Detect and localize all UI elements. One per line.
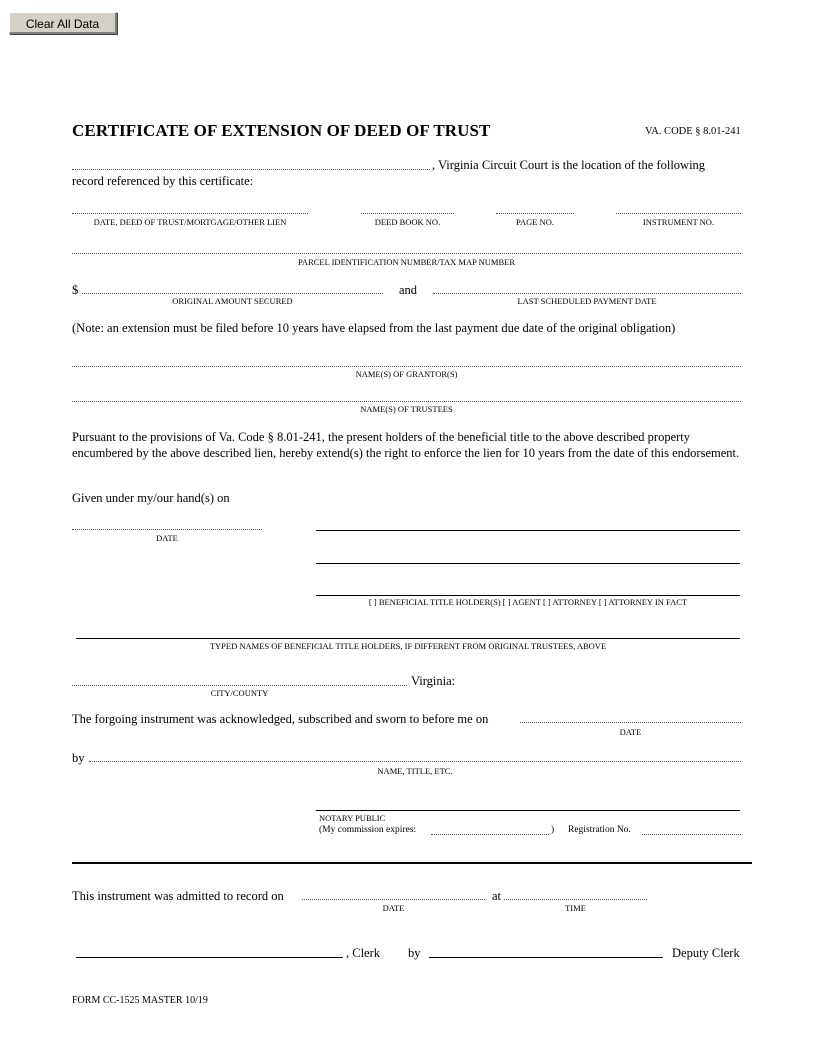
notary-public-label: NOTARY PUBLIC [319, 813, 386, 823]
registration-field[interactable] [642, 834, 741, 835]
typed-names-field[interactable] [76, 638, 740, 639]
given-text: Given under my/our hand(s) on [72, 491, 230, 505]
deputy-clerk-text: Deputy Clerk [672, 946, 740, 960]
record-date-field[interactable] [302, 899, 485, 900]
va-code-reference: VA. CODE § 8.01-241 [645, 126, 741, 137]
clerk-text: , Clerk [346, 946, 381, 960]
deed-date-field[interactable] [72, 213, 308, 214]
by-text: by [72, 751, 85, 765]
deed-book-field[interactable] [361, 213, 454, 214]
commission-close: ) [551, 825, 555, 835]
city-county-field[interactable] [72, 685, 407, 686]
notary-signature-line[interactable] [316, 810, 740, 811]
acknowledged-date-field[interactable] [520, 722, 741, 723]
pursuant-paragraph: Pursuant to the provisions of Va. Code § 8.01-241, the present holders of the beneficial title to the above described property encumbered by the above described lien, hereby extend(s) the right to enforce the lien for 10 years from the date of this endorsement. [72, 430, 740, 460]
signature-line-2[interactable] [316, 563, 740, 564]
forgoing-text: The forgoing instrument was acknowledged, subscribed and sworn to before me on [72, 712, 489, 726]
admitted-text: This instrument was admitted to record on [72, 889, 284, 903]
city-county-label: CITY/COUNTY [210, 688, 269, 698]
given-date-label: DATE [156, 533, 178, 543]
trustees-field[interactable] [72, 401, 741, 402]
grantor-field[interactable] [72, 366, 741, 367]
capacity-checkboxes[interactable]: [ ] BENEFICIAL TITLE HOLDER(S) [ ] AGENT [ ] ATTORNEY [ ] ATTORNEY IN FACT [368, 597, 688, 607]
note-text: (Note: an extension must be filed before 10 years have elapsed from the last payment due date of the original obligation) [72, 321, 676, 335]
and-text: and [399, 283, 418, 297]
at-text: at [492, 889, 502, 903]
virginia-text: Virginia: [411, 674, 456, 688]
acknowledged-date-label: DATE [619, 727, 642, 737]
amount-field[interactable] [82, 293, 383, 294]
trustees-label: NAME(S) OF TRUSTEES [360, 404, 453, 414]
instrument-no-label: INSTRUMENT NO. [642, 217, 715, 227]
deputy-signature-line[interactable] [429, 957, 663, 958]
parcel-label: PARCEL IDENTIFICATION NUMBER/TAX MAP NUMBER [297, 257, 516, 267]
page-no-label: PAGE NO. [516, 217, 554, 227]
grantor-label: NAME(S) OF GRANTOR(S) [355, 369, 458, 379]
page-no-field[interactable] [496, 213, 574, 214]
name-title-field[interactable] [89, 761, 741, 762]
amount-label: ORIGINAL AMOUNT SECURED [172, 296, 293, 306]
deed-book-label: DEED BOOK NO. [374, 217, 441, 227]
name-title-label: NAME, TITLE, ETC. [377, 766, 453, 776]
registration-label: Registration No. [568, 825, 631, 835]
instrument-no-field[interactable] [616, 213, 741, 214]
commission-field[interactable] [431, 834, 549, 835]
signature-line-3[interactable] [316, 595, 740, 596]
clerk-signature-line[interactable] [76, 957, 343, 958]
signature-line-1[interactable] [316, 530, 740, 531]
parcel-field[interactable] [72, 253, 741, 254]
record-date-label: DATE [382, 903, 405, 913]
typed-names-label: TYPED NAMES OF BENEFICIAL TITLE HOLDERS, IF DIFFERENT FROM ORIGINAL TRUSTEES, ABOVE [209, 641, 607, 651]
clear-all-data-button[interactable]: Clear All Data [9, 12, 117, 34]
last-payment-field[interactable] [433, 293, 741, 294]
court-line2-text: record referenced by this certificate: [72, 174, 254, 188]
section-divider [72, 862, 752, 864]
record-time-field[interactable] [504, 899, 647, 900]
dollar-sign: $ [72, 283, 79, 297]
commission-label: (My commission expires: [319, 825, 417, 835]
last-payment-label: LAST SCHEDULED PAYMENT DATE [517, 296, 657, 306]
record-time-label: TIME [565, 903, 586, 913]
court-suffix-text: , Virginia Circuit Court is the location of the following [432, 158, 706, 172]
deed-date-label: DATE, DEED OF TRUST/MORTGAGE/OTHER LIEN [93, 217, 287, 227]
given-date-field[interactable] [72, 529, 262, 530]
court-field[interactable] [72, 169, 430, 170]
form-number: FORM CC-1525 MASTER 10/19 [72, 995, 208, 1006]
by2-text: by [408, 946, 421, 960]
form-title: CERTIFICATE OF EXTENSION OF DEED OF TRUST [72, 121, 491, 140]
